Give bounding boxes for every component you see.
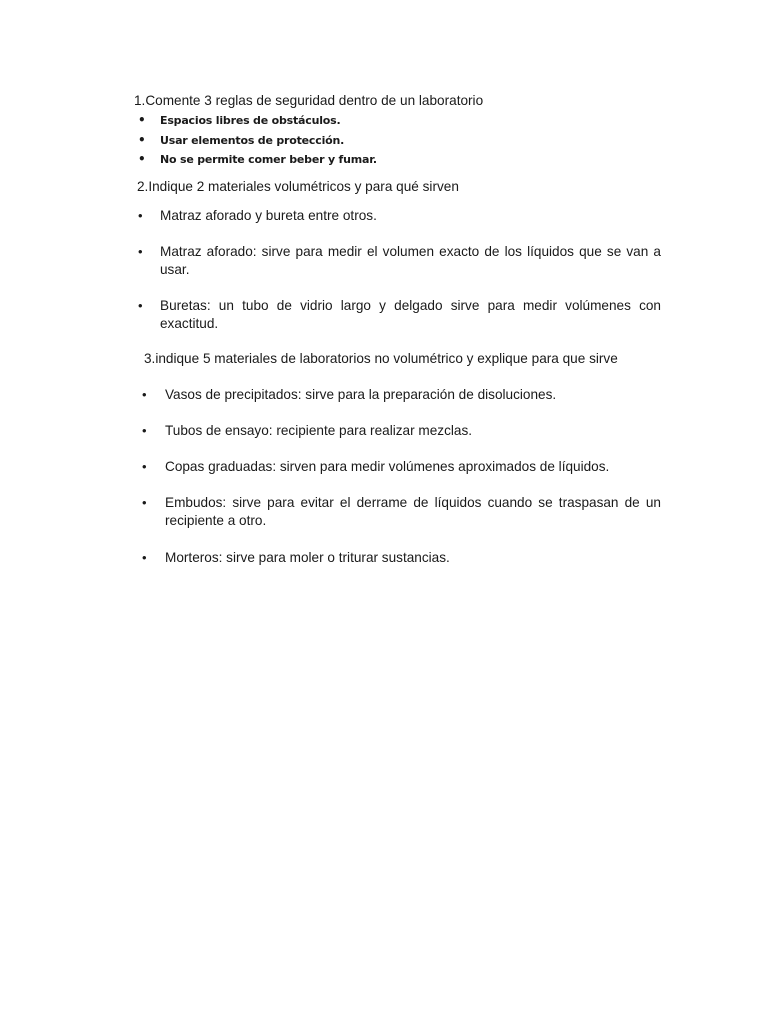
question-1: 1.Comente 3 reglas de seguridad dentro de un laboratorio	[134, 93, 484, 108]
list-item-text: Copas graduadas: sirven para medir volúmenes aproximados de líquidos.	[165, 459, 610, 474]
list-item-text: Espacios libres de obstáculos.	[160, 114, 341, 127]
list-item	[142, 386, 661, 404]
bullet-icon: •	[138, 208, 143, 223]
list-item-text: Usar elementos de protección.	[160, 133, 345, 147]
list-item	[142, 494, 661, 530]
bullet-icon: •	[142, 495, 147, 510]
bullet-icon: •	[142, 550, 147, 565]
question-3: 3.indique 5 materiales de laboratorios no volumétrico y explique para que sirve	[144, 351, 618, 366]
bullet-icon: •	[138, 152, 146, 166]
bullet-icon: •	[142, 459, 147, 474]
list-item-text: Vasos de precipitados: sirve para la preparación de disoluciones.	[165, 387, 557, 402]
question-2: 2.Indique 2 materiales volumétricos y para qué sirven	[137, 179, 459, 194]
list-item	[142, 549, 661, 567]
bullet-icon: •	[138, 298, 143, 313]
list-item	[142, 422, 661, 440]
list-item-text: Embudos: sirve para evitar el derrame de líquidos cuando se traspasan de un recipiente a otro.	[165, 495, 661, 528]
list-item	[142, 458, 661, 476]
bullet-icon: •	[138, 113, 146, 127]
bullet-icon: •	[138, 244, 143, 259]
list-item-text: Buretas: un tubo de vidrio largo y delgado sirve para medir volúmenes con exactitud.	[160, 298, 661, 331]
non-volumetric-materials-list	[142, 0, 661, 580]
list-item-text: Matraz aforado y bureta entre otros.	[160, 208, 377, 223]
list-item-text: No se permite comer beber y fumar.	[160, 153, 377, 166]
list-item-text: Morteros: sirve para moler o triturar sustancias.	[165, 550, 450, 565]
list-item-text: Tubos de ensayo: recipiente para realizar mezclas.	[165, 423, 473, 438]
bullet-icon: •	[142, 423, 147, 438]
list-item-text: Matraz aforado: sirve para medir el volumen exacto de los líquidos que se van a usar.	[160, 244, 661, 277]
bullet-icon: •	[142, 387, 147, 402]
bullet-icon: •	[138, 132, 146, 147]
